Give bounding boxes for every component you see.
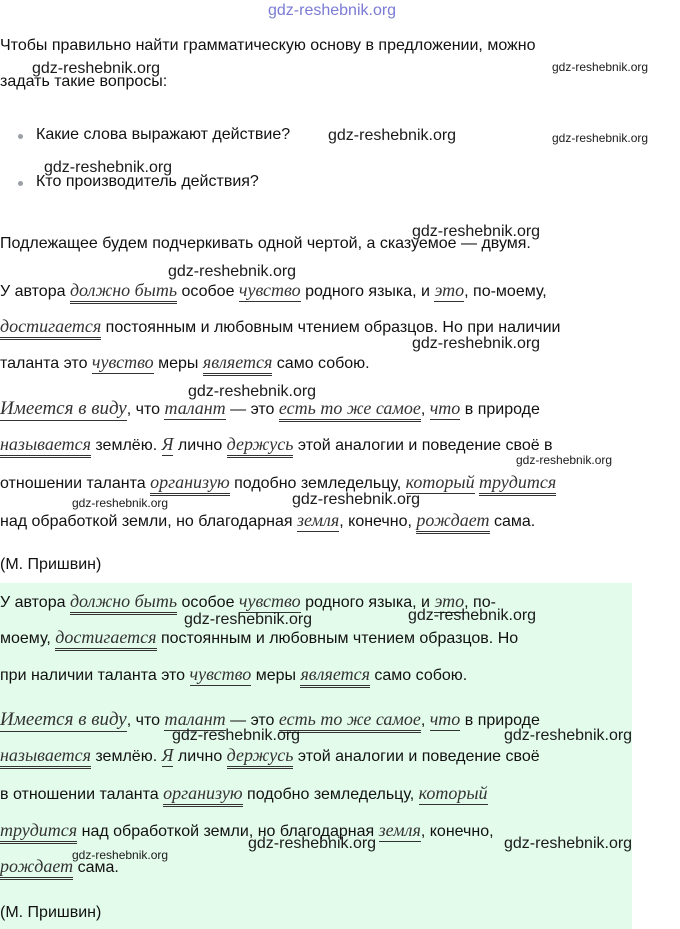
text-line: У автора должно быть особое чувство родного языка, и это, по-	[0, 591, 496, 612]
predicate: есть то же самое	[279, 709, 421, 733]
watermark: gdz-reshebnik.org	[504, 727, 633, 744]
text-line: Имеется в виду, что талант — это есть то же самое, что в природе	[0, 709, 540, 731]
question-item: Кто производитель действия?	[36, 173, 259, 190]
predicate: должно быть	[70, 591, 177, 615]
predicate: достигается	[0, 316, 101, 340]
predicate: трудится	[479, 472, 556, 496]
subject: Имеется в виду	[0, 709, 127, 730]
subject: чувство	[189, 664, 252, 684]
text-line: называется землёю. Я лично держусь этой аналогии и поведение своё в	[0, 434, 553, 455]
text-line: У автора должно быть особое чувство родного языка, и это, по-моему,	[0, 280, 547, 301]
watermark: gdz-reshebnik.org	[72, 496, 169, 510]
bullet-dot	[18, 181, 23, 186]
text-line: отношении таланта организую подобно земледельцу, который трудится	[0, 472, 556, 493]
text-line: в отношении таланта организую подобно земледельцу, который	[0, 783, 488, 804]
watermark: gdz-reshebnik.org	[188, 383, 317, 400]
predicate: рождает	[416, 510, 489, 534]
watermark: gdz-reshebnik.org	[292, 491, 421, 508]
watermark: gdz-reshebnik.org	[504, 835, 633, 852]
predicate: называется	[0, 434, 91, 458]
rule-text: Подлежащее будем подчеркивать одной чертой, а сказуемое — двумя.	[0, 235, 531, 252]
text-line: достигается постоянным и любовным чтением образцов. Но при наличии	[0, 316, 560, 337]
watermark: gdz-reshebnik.org	[184, 611, 313, 628]
watermark: gdz-reshebnik.org	[412, 223, 541, 240]
subject: Имеется в виду	[0, 398, 127, 419]
subject: чувство	[91, 352, 154, 372]
subject: что	[429, 709, 461, 729]
predicate: должно быть	[70, 280, 177, 304]
predicate: рождает	[0, 856, 73, 880]
subject: это	[434, 591, 465, 611]
predicate: достигается	[55, 627, 156, 651]
watermark: gdz-reshebnik.org	[72, 848, 169, 862]
subject: талант	[164, 709, 226, 729]
watermark: gdz-reshebnik.org	[168, 263, 297, 280]
subject: талант	[164, 398, 226, 418]
predicate: организую	[150, 472, 230, 496]
subject: Я	[161, 434, 174, 454]
text-line: трудится над обработкой земли, но благодарная земля, конечно,	[0, 820, 494, 841]
author: (М. Пришвин)	[0, 904, 102, 921]
watermark: gdz-reshebnik.org	[412, 335, 541, 352]
text-line: моему, достигается постоянным и любовным чтением образцов. Но	[0, 627, 518, 648]
predicate: есть то же самое	[279, 398, 421, 422]
subject: который	[418, 783, 488, 803]
predicate: является	[300, 664, 370, 688]
intro-line: задать такие вопросы:	[0, 73, 168, 90]
subject: который	[405, 472, 475, 492]
subject: земля	[378, 820, 421, 840]
subject: Я	[161, 745, 174, 765]
subject: это	[434, 280, 465, 300]
question-item: Какие слова выражают действие?	[36, 126, 291, 143]
predicate: трудится	[0, 820, 77, 844]
watermark: gdz-reshebnik.org	[552, 131, 649, 145]
predicate: держусь	[227, 434, 294, 458]
author: (М. Пришвин)	[0, 556, 102, 573]
watermark: gdz-reshebnik.org	[172, 727, 301, 744]
watermark: gdz-reshebnik.org	[248, 835, 377, 852]
predicate: держусь	[227, 745, 294, 769]
watermark: gdz-reshebnik.org	[328, 127, 457, 144]
subject: что	[429, 398, 461, 418]
bullet-dot	[18, 134, 23, 139]
watermark: gdz-reshebnik.org	[44, 159, 173, 176]
watermark: gdz-reshebnik.org	[32, 60, 161, 77]
text-line: при наличии таланта это чувство меры является само собою.	[0, 664, 467, 685]
subject: земля	[296, 510, 340, 530]
text-line: рождает сама.	[0, 856, 119, 877]
text-line: таланта это чувство меры является само собою.	[0, 352, 370, 373]
text-line: над обработкой земли, но благодарная земля, конечно, рождает сама.	[0, 510, 535, 531]
predicate: организую	[163, 783, 243, 807]
watermark-top: gdz-reshebnik.org	[268, 2, 397, 19]
watermark: gdz-reshebnik.org	[408, 607, 537, 624]
subject: чувство	[238, 591, 301, 611]
predicate: называется	[0, 745, 91, 769]
text-line: Имеется в виду, что талант — это есть то же самое, что в природе	[0, 398, 540, 420]
subject: чувство	[238, 280, 301, 300]
text-line: называется землёю. Я лично держусь этой аналогии и поведение своё	[0, 745, 540, 766]
watermark: gdz-reshebnik.org	[516, 453, 613, 467]
watermark: gdz-reshebnik.org	[552, 60, 649, 74]
intro-line: Чтобы правильно найти грамматическую основу в предложении, можно	[0, 37, 536, 54]
predicate: является	[203, 352, 273, 376]
